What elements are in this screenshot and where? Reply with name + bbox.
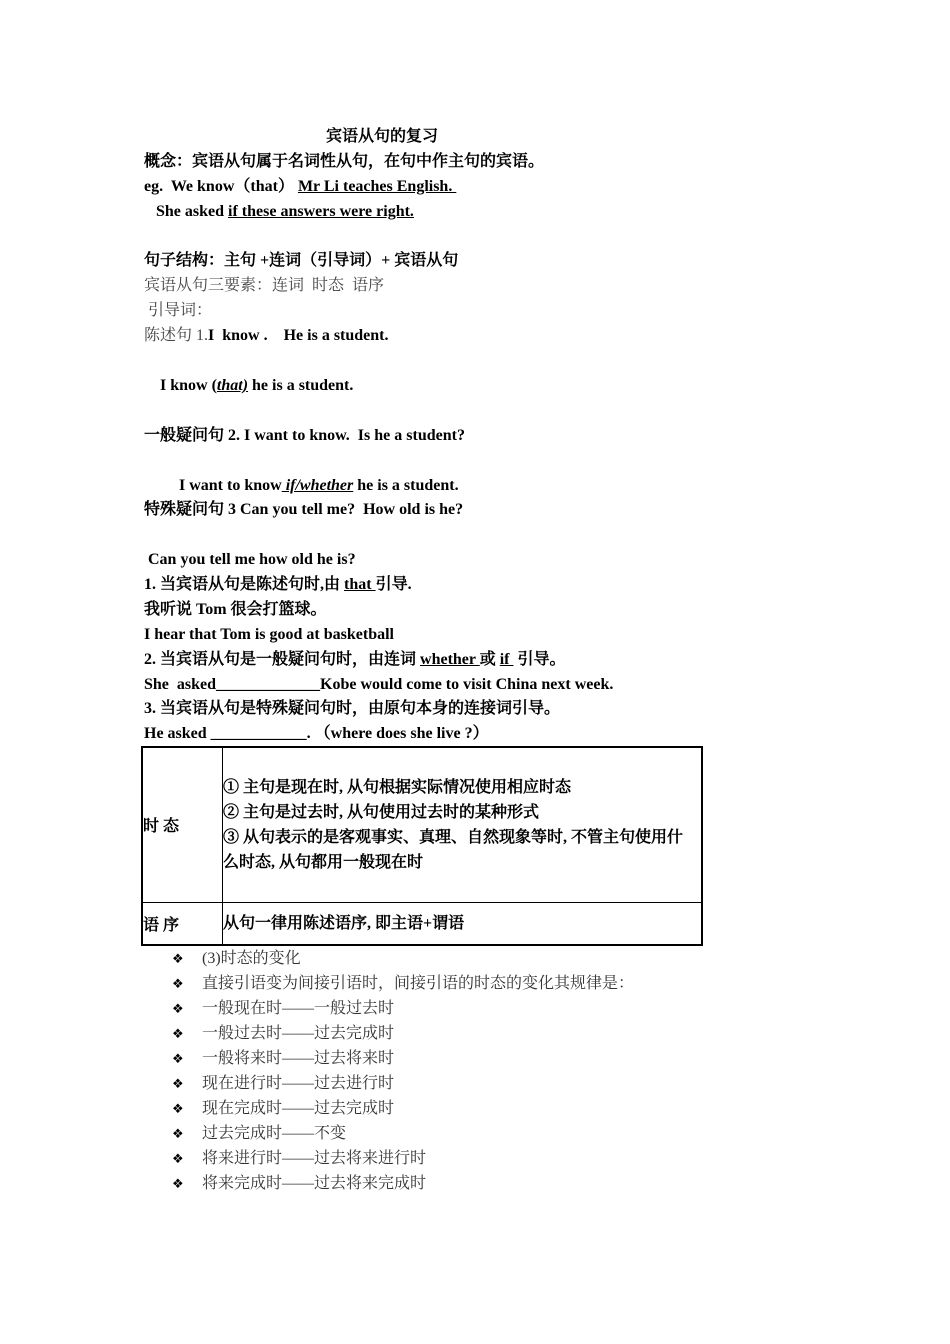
tense-rules	[223, 747, 703, 902]
list-item	[172, 1174, 634, 1199]
general-example-post: he is a student.	[353, 477, 459, 494]
list-item	[172, 1099, 634, 1124]
rule-2-word-whether: whether	[420, 651, 480, 668]
tense-rule-1: ① 主句是现在时, 从句根据实际情况使用相应时态	[223, 778, 572, 796]
rule-2-pre: 2. 当宾语从句是一般疑问句时，由连词	[144, 651, 421, 668]
list-item-text: 一般现在时——一般过去时	[202, 1000, 395, 1017]
rule-1-english-example: I hear that Tom is good at basketball	[144, 626, 394, 643]
rule-2-line	[144, 650, 566, 670]
rule-1-pre: 1. 当宾语从句是陈述句时,由	[144, 576, 345, 593]
bullet-icon: ❖	[172, 1152, 184, 1167]
list-item	[172, 1149, 634, 1174]
order-rule: 从句一律用陈述语序, 即主语+谓语	[223, 902, 703, 945]
rule-1-chinese-example: 我听说 Tom 很会打篮球。	[144, 601, 327, 618]
list-item-text: 一般过去时——过去完成时	[202, 1025, 395, 1042]
example-line-1	[144, 177, 456, 197]
connectives-label: 引导词：	[148, 302, 213, 319]
page-title: 宾语从句的复习	[326, 128, 439, 145]
rule-3-line: 3. 当宾语从句是特殊疑问句时，由原句本身的连接词引导。	[144, 700, 561, 717]
rule-2-mid: 或	[479, 651, 500, 668]
special-question-line: 特殊疑问句 3 Can you tell me? How old is he?	[144, 501, 464, 518]
list-item	[172, 999, 634, 1024]
concept-line: 概念：宾语从句属于名词性从句，在句中作主句的宾语。	[144, 153, 545, 170]
tense-rule-2: ② 主句是过去时, 从句使用过去时的某种形式	[223, 803, 540, 821]
tense-label: 时 态	[142, 747, 223, 902]
tense-rule-3-cont: 么时态, 从句都用一般现在时	[223, 853, 424, 871]
list-item	[172, 949, 634, 974]
example-1-clause: Mr Li teaches English.	[297, 178, 457, 195]
general-question-example	[179, 476, 459, 496]
statement-example-pre: I know (	[160, 377, 217, 394]
general-example-word: if/whether	[281, 477, 354, 494]
tense-order-table	[141, 746, 703, 946]
order-label: 语 序	[142, 902, 223, 945]
rule-2-post: 引导。	[513, 651, 566, 668]
bullet-icon: ❖	[172, 1002, 184, 1017]
bullet-icon: ❖	[172, 1177, 184, 1192]
bullet-icon: ❖	[172, 977, 184, 992]
statement-example	[160, 376, 353, 396]
rule-1-word: that	[344, 576, 376, 593]
general-example-pre: I want to know	[179, 477, 282, 494]
list-item-text: 一般将来时——过去将来时	[202, 1050, 395, 1067]
rule-2-word-if: if	[499, 651, 514, 668]
rule-1-line	[144, 575, 412, 595]
list-item	[172, 1049, 634, 1074]
example-line-2	[156, 202, 414, 222]
list-item	[172, 1024, 634, 1049]
list-item-text: 将来进行时——过去将来进行时	[202, 1150, 427, 1167]
structure-line: 句子结构：主句 +连词（引导词）+ 宾语从句	[144, 252, 459, 269]
list-item-text: 直接引语变为间接引语时，间接引语的时态的变化其规律是：	[202, 975, 635, 992]
list-item-text: 过去完成时——不变	[202, 1125, 347, 1142]
bullet-icon: ❖	[172, 1052, 184, 1067]
list-item-text: 现在完成时——过去完成时	[202, 1100, 395, 1117]
rule-2-exercise: She asked_____________Kobe would come to visit China next week.	[144, 676, 614, 693]
example-2-prefix: She asked	[156, 203, 229, 220]
special-question-example: Can you tell me how old he is?	[148, 551, 356, 568]
list-item-text: (3)时态的变化	[202, 950, 301, 967]
example-2-clause: if these answers were right.	[228, 203, 414, 220]
general-question-line: 一般疑问句 2. I want to know. Is he a student?	[144, 427, 465, 444]
rule-1-post: 引导.	[375, 576, 412, 593]
list-item-text: 现在进行时——过去进行时	[202, 1075, 395, 1092]
bullet-icon: ❖	[172, 952, 184, 967]
list-item	[172, 1074, 634, 1099]
example-1-prefix: eg. We know（that）	[144, 178, 298, 195]
statement-example-post: he is a student.	[248, 377, 354, 394]
bullet-icon: ❖	[172, 1127, 184, 1142]
tense-rule-3: ③ 从句表示的是客观事实、真理、自然现象等时, 不管主句使用什	[223, 828, 684, 846]
table-row-order	[142, 902, 702, 945]
statement-label: 陈述句 1.	[144, 327, 209, 344]
list-item-text: 将来完成时——过去将来完成时	[202, 1175, 427, 1192]
tense-change-list	[172, 949, 634, 1199]
list-item	[172, 1124, 634, 1149]
rule-3-exercise: He asked ____________. （where does she live ?）	[144, 725, 489, 742]
bullet-icon: ❖	[172, 1102, 184, 1117]
statement-line	[144, 326, 389, 346]
bullet-icon: ❖	[172, 1027, 184, 1042]
three-elements-line: 宾语从句三要素：连词 时态 语序	[144, 277, 385, 294]
table-row-tense	[142, 747, 702, 902]
statement-example-word: that)	[216, 377, 249, 394]
list-item	[172, 974, 634, 999]
bullet-icon: ❖	[172, 1077, 184, 1092]
statement-text: I know . He is a student.	[208, 327, 389, 344]
